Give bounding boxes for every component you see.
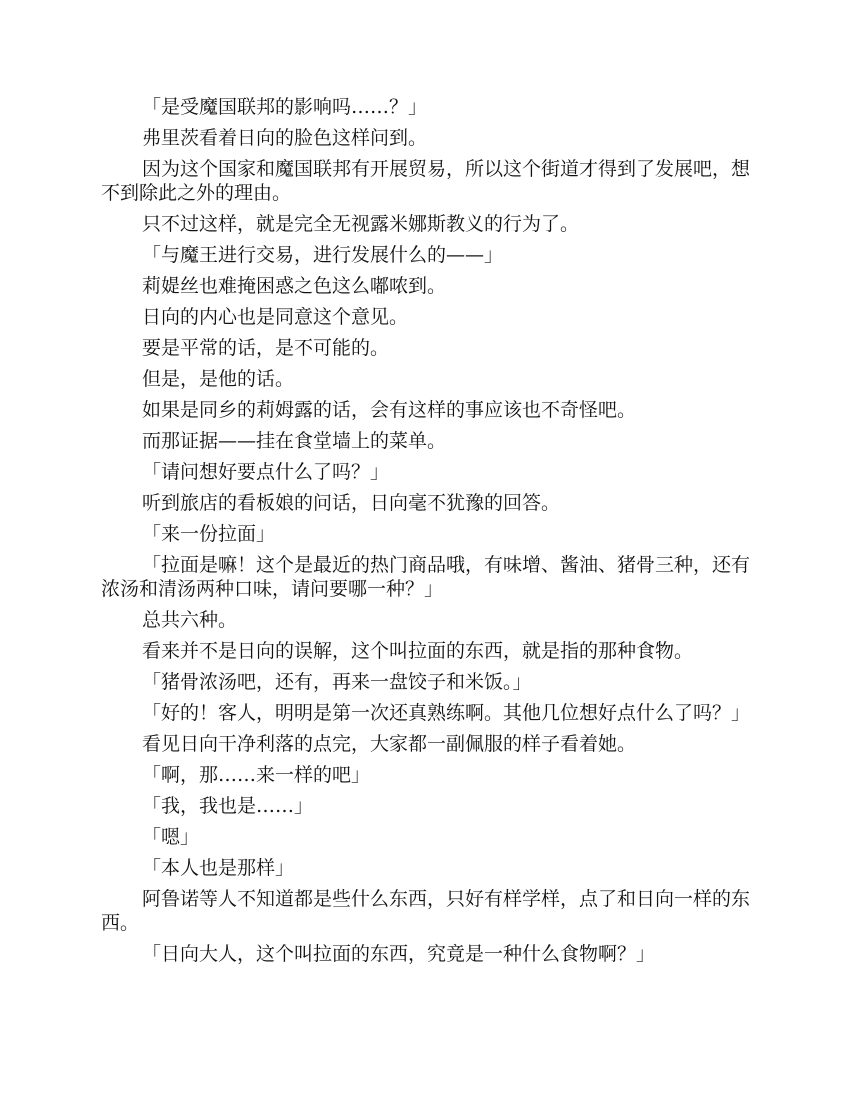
paragraph: 看见日向干净利落的点完，大家都一副佩服的样子看着她。 [142,733,637,755]
paragraph: 「是受魔国联邦的影响吗……？」 [142,96,428,118]
paragraph: 「请问想好要点什么了吗？」 [142,461,390,483]
paragraph: 莉媞丝也难掩困惑之色这么嘟哝到。 [142,275,447,297]
paragraph: 「好的！客人，明明是第一次还真熟练啊。其他几位想好点什么了吗？」 [142,702,751,724]
paragraph: 总共六种。 [142,609,238,631]
paragraph: 要是平常的话，是不可能的。 [142,337,390,359]
paragraph: 「猪骨浓汤吧，还有，再来一盘饺子和米饭。」 [142,671,532,693]
paragraph: 「我，我也是……」 [142,795,314,817]
paragraph: 弗里茨看着日向的脸色这样问到。 [142,127,428,149]
paragraph: 但是，是他的话。 [142,368,295,390]
paragraph: 「拉面是嘛！这个是最近的热门商品哦，有味增、酱油、猪骨三种，还有浓汤和清汤两种口味，请问要哪一种？」 [101,554,751,600]
paragraph: 阿鲁诺等人不知道都是些什么东西，只好有样学样，点了和日向一样的东西。 [101,888,751,934]
paragraph: 「来一份拉面」 [142,523,276,545]
paragraph: 「本人也是那样」 [142,857,295,879]
paragraph: 只不过这样，就是完全无视露米娜斯教义的行为了。 [142,213,580,235]
paragraph: 日向的内心也是同意这个意见。 [142,306,409,328]
paragraph: 因为这个国家和魔国联邦有开展贸易，所以这个街道才得到了发展吧，想不到除此之外的理由。 [101,158,751,204]
paragraph: 「啊，那……来一样的吧」 [142,764,371,786]
paragraph: 听到旅店的看板娘的问话，日向毫不犹豫的回答。 [142,492,561,514]
paragraph: 「嗯」 [142,826,200,848]
document-page [101,95,751,973]
paragraph: 而那证据——挂在食堂墙上的菜单。 [142,430,447,452]
paragraph: 「日向大人，这个叫拉面的东西，究竟是一种什么食物啊？」 [142,943,656,965]
paragraph: 「与魔王进行交易，进行发展什么的——」 [142,244,504,266]
paragraph: 看来并不是日向的误解，这个叫拉面的东西，就是指的那种食物。 [142,640,694,662]
paragraph: 如果是同乡的莉姆露的话，会有这样的事应该也不奇怪吧。 [142,399,637,421]
